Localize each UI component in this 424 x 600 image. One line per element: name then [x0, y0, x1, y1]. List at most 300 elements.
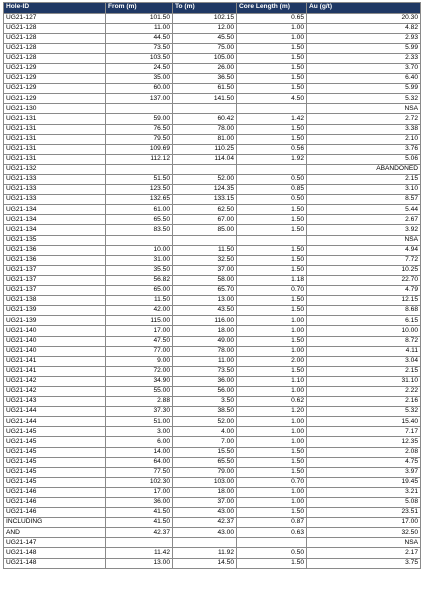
cell-core-length: [237, 235, 307, 245]
cell-hole-id: UG21-137: [4, 275, 106, 285]
cell-to: 110.25: [173, 144, 237, 154]
cell-to: 67.00: [173, 215, 237, 225]
cell-to: 52.00: [173, 175, 237, 185]
cell-core-length: 0.56: [237, 144, 307, 154]
cell-to: 42.37: [173, 518, 237, 528]
cell-core-length: 0.70: [237, 477, 307, 487]
cell-au-grade: 10.25: [307, 265, 421, 275]
cell-hole-id: UG21-139: [4, 316, 106, 326]
table-row: [4, 498, 421, 508]
header-au-grade: Au (g/t): [307, 3, 421, 14]
table-row: [4, 235, 421, 245]
cell-to: 14.50: [173, 558, 237, 568]
cell-to: 124.35: [173, 185, 237, 195]
cell-from: 77.00: [106, 346, 173, 356]
cell-to: 49.00: [173, 336, 237, 346]
cell-au-grade: 8.68: [307, 306, 421, 316]
cell-au-grade: 31.10: [307, 376, 421, 386]
cell-hole-id: UG21-140: [4, 346, 106, 356]
cell-au-grade: 4.79: [307, 286, 421, 296]
cell-from: 59.00: [106, 114, 173, 124]
cell-from: 35.00: [106, 74, 173, 84]
cell-to: [173, 538, 237, 548]
cell-hole-id: UG21-133: [4, 185, 106, 195]
cell-to: 78.00: [173, 346, 237, 356]
cell-au-grade: 4.75: [307, 457, 421, 467]
table-row: [4, 53, 421, 63]
cell-from: 65.00: [106, 286, 173, 296]
cell-core-length: 1.50: [237, 447, 307, 457]
cell-core-length: 1.50: [237, 336, 307, 346]
cell-core-length: 1.50: [237, 366, 307, 376]
cell-hole-id: UG21-136: [4, 245, 106, 255]
cell-au-grade: 2.33: [307, 53, 421, 63]
cell-hole-id: UG21-128: [4, 43, 106, 53]
cell-from: 72.00: [106, 366, 173, 376]
cell-hole-id: UG21-140: [4, 336, 106, 346]
table-row: [4, 275, 421, 285]
cell-au-grade: 15.40: [307, 417, 421, 427]
cell-hole-id: UG21-129: [4, 63, 106, 73]
table-row: [4, 215, 421, 225]
cell-core-length: 1.50: [237, 296, 307, 306]
cell-to: 11.92: [173, 548, 237, 558]
table-row: [4, 84, 421, 94]
cell-to: 61.50: [173, 84, 237, 94]
table-row: [4, 558, 421, 568]
cell-au-grade: 3.70: [307, 63, 421, 73]
cell-from: 34.90: [106, 376, 173, 386]
table-row: [4, 316, 421, 326]
table-row: [4, 376, 421, 386]
cell-hole-id: UG21-128: [4, 23, 106, 33]
cell-core-length: 0.50: [237, 195, 307, 205]
cell-au-grade: NSA: [307, 538, 421, 548]
cell-au-grade: 23.51: [307, 508, 421, 518]
cell-core-length: 1.50: [237, 508, 307, 518]
cell-from: 41.50: [106, 508, 173, 518]
cell-au-grade: 20.30: [307, 13, 421, 23]
cell-core-length: 1.92: [237, 154, 307, 164]
cell-au-grade: 5.99: [307, 84, 421, 94]
table-row: [4, 23, 421, 33]
table-row: [4, 104, 421, 114]
cell-hole-id: UG21-148: [4, 548, 106, 558]
cell-from: 41.50: [106, 518, 173, 528]
cell-hole-id: UG21-146: [4, 498, 106, 508]
cell-from: 11.00: [106, 23, 173, 33]
cell-hole-id: UG21-127: [4, 13, 106, 23]
table-row: [4, 164, 421, 174]
cell-hole-id: UG21-134: [4, 225, 106, 235]
cell-au-grade: 2.15: [307, 175, 421, 185]
cell-hole-id: UG21-145: [4, 437, 106, 447]
cell-from: 77.50: [106, 467, 173, 477]
cell-to: 81.00: [173, 134, 237, 144]
cell-au-grade: 5.44: [307, 205, 421, 215]
table-row: [4, 336, 421, 346]
cell-au-grade: 6.15: [307, 316, 421, 326]
header-core-length: Core Length (m): [237, 3, 307, 14]
cell-au-grade: 17.00: [307, 518, 421, 528]
table-row: [4, 195, 421, 205]
cell-hole-id: UG21-131: [4, 114, 106, 124]
cell-from: 3.00: [106, 427, 173, 437]
cell-core-length: 1.10: [237, 376, 307, 386]
cell-to: 13.00: [173, 296, 237, 306]
cell-core-length: 1.50: [237, 84, 307, 94]
cell-hole-id: UG21-133: [4, 195, 106, 205]
cell-hole-id: UG21-141: [4, 356, 106, 366]
cell-au-grade: 12.35: [307, 437, 421, 447]
cell-hole-id: UG21-145: [4, 447, 106, 457]
table-row: [4, 427, 421, 437]
cell-core-length: 1.00: [237, 417, 307, 427]
table-body: [4, 13, 421, 568]
cell-hole-id: UG21-146: [4, 508, 106, 518]
cell-au-grade: ABANDONED: [307, 164, 421, 174]
table-row: [4, 255, 421, 265]
cell-hole-id: UG21-142: [4, 376, 106, 386]
table-row: [4, 245, 421, 255]
cell-au-grade: 3.92: [307, 225, 421, 235]
cell-au-grade: 2.15: [307, 366, 421, 376]
cell-core-length: 1.18: [237, 275, 307, 285]
cell-from: 13.00: [106, 558, 173, 568]
cell-from: 65.50: [106, 215, 173, 225]
cell-from: 37.30: [106, 407, 173, 417]
cell-to: 105.00: [173, 53, 237, 63]
cell-core-length: 1.50: [237, 457, 307, 467]
cell-core-length: 0.50: [237, 548, 307, 558]
table-row: [4, 437, 421, 447]
cell-hole-id: UG21-143: [4, 397, 106, 407]
cell-au-grade: 19.45: [307, 477, 421, 487]
cell-core-length: 0.87: [237, 518, 307, 528]
cell-to: 73.50: [173, 366, 237, 376]
cell-to: 43.50: [173, 306, 237, 316]
cell-to: 52.00: [173, 417, 237, 427]
cell-to: 114.04: [173, 154, 237, 164]
cell-core-length: 1.50: [237, 63, 307, 73]
cell-from: 11.42: [106, 548, 173, 558]
cell-to: 32.50: [173, 255, 237, 265]
cell-to: 36.50: [173, 74, 237, 84]
cell-to: 12.00: [173, 23, 237, 33]
cell-from: 24.50: [106, 63, 173, 73]
cell-to: 38.50: [173, 407, 237, 417]
cell-hole-id: UG21-131: [4, 134, 106, 144]
drill-results-table: [3, 2, 421, 569]
cell-to: 58.00: [173, 275, 237, 285]
cell-to: 60.42: [173, 114, 237, 124]
cell-core-length: 1.00: [237, 346, 307, 356]
cell-from: 61.00: [106, 205, 173, 215]
table-row: [4, 477, 421, 487]
table-row: [4, 43, 421, 53]
cell-hole-id: UG21-134: [4, 215, 106, 225]
cell-to: 45.50: [173, 33, 237, 43]
cell-from: 42.37: [106, 528, 173, 538]
cell-core-length: 1.50: [237, 134, 307, 144]
cell-au-grade: 3.75: [307, 558, 421, 568]
cell-core-length: 1.00: [237, 316, 307, 326]
header-hole-id: Hole-ID: [4, 3, 106, 14]
cell-au-grade: 2.16: [307, 397, 421, 407]
cell-to: 116.00: [173, 316, 237, 326]
table-row: [4, 366, 421, 376]
cell-au-grade: 2.22: [307, 386, 421, 396]
cell-from: 51.50: [106, 175, 173, 185]
header-to: To (m): [173, 3, 237, 14]
cell-au-grade: 4.82: [307, 23, 421, 33]
cell-core-length: 1.50: [237, 124, 307, 134]
cell-from: 36.00: [106, 498, 173, 508]
cell-to: 15.50: [173, 447, 237, 457]
cell-au-grade: 5.99: [307, 43, 421, 53]
cell-from: 9.00: [106, 356, 173, 366]
cell-hole-id: UG21-140: [4, 326, 106, 336]
cell-hole-id: UG21-131: [4, 124, 106, 134]
cell-from: 51.00: [106, 417, 173, 427]
table-row: [4, 94, 421, 104]
table-row: [4, 356, 421, 366]
cell-from: 17.00: [106, 487, 173, 497]
cell-core-length: 1.00: [237, 498, 307, 508]
cell-to: 11.00: [173, 356, 237, 366]
cell-core-length: 1.50: [237, 205, 307, 215]
cell-to: 18.00: [173, 326, 237, 336]
cell-hole-id: UG21-137: [4, 265, 106, 275]
cell-to: 133.15: [173, 195, 237, 205]
cell-core-length: 0.85: [237, 185, 307, 195]
cell-from: 102.30: [106, 477, 173, 487]
table-row: [4, 548, 421, 558]
cell-from: 17.00: [106, 326, 173, 336]
cell-hole-id: UG21-145: [4, 467, 106, 477]
cell-to: 3.50: [173, 397, 237, 407]
cell-from: 60.00: [106, 84, 173, 94]
cell-hole-id: UG21-129: [4, 94, 106, 104]
cell-core-length: 0.70: [237, 286, 307, 296]
cell-hole-id: UG21-132: [4, 164, 106, 174]
cell-to: 102.15: [173, 13, 237, 23]
table-row: [4, 538, 421, 548]
cell-hole-id: UG21-139: [4, 306, 106, 316]
cell-core-length: 1.00: [237, 427, 307, 437]
cell-au-grade: 2.72: [307, 114, 421, 124]
cell-to: 65.70: [173, 286, 237, 296]
cell-au-grade: 10.00: [307, 326, 421, 336]
cell-to: 43.00: [173, 528, 237, 538]
cell-au-grade: 4.94: [307, 245, 421, 255]
cell-au-grade: 3.04: [307, 356, 421, 366]
cell-core-length: 1.50: [237, 255, 307, 265]
cell-core-length: 0.62: [237, 397, 307, 407]
cell-au-grade: 2.67: [307, 215, 421, 225]
cell-au-grade: 2.17: [307, 548, 421, 558]
cell-au-grade: 3.76: [307, 144, 421, 154]
table-row: [4, 447, 421, 457]
cell-to: 26.00: [173, 63, 237, 73]
table-row: [4, 397, 421, 407]
cell-hole-id: UG21-138: [4, 296, 106, 306]
cell-hole-id: UG21-131: [4, 154, 106, 164]
table-row: [4, 296, 421, 306]
cell-hole-id: UG21-144: [4, 407, 106, 417]
cell-from: 137.00: [106, 94, 173, 104]
cell-core-length: 1.50: [237, 467, 307, 477]
cell-from: 123.50: [106, 185, 173, 195]
cell-core-length: [237, 104, 307, 114]
cell-au-grade: NSA: [307, 104, 421, 114]
table-row: [4, 518, 421, 528]
cell-core-length: [237, 538, 307, 548]
cell-hole-id: UG21-128: [4, 53, 106, 63]
cell-au-grade: 22.70: [307, 275, 421, 285]
cell-au-grade: NSA: [307, 235, 421, 245]
cell-au-grade: 8.72: [307, 336, 421, 346]
cell-core-length: 1.50: [237, 245, 307, 255]
table-row: [4, 407, 421, 417]
table-row: [4, 306, 421, 316]
header-from: From (m): [106, 3, 173, 14]
cell-core-length: 1.50: [237, 215, 307, 225]
cell-au-grade: 3.97: [307, 467, 421, 477]
cell-hole-id: UG21-141: [4, 366, 106, 376]
cell-from: 112.12: [106, 154, 173, 164]
cell-to: 141.50: [173, 94, 237, 104]
table-row: [4, 508, 421, 518]
cell-to: 78.00: [173, 124, 237, 134]
cell-au-grade: 3.10: [307, 185, 421, 195]
cell-to: 65.50: [173, 457, 237, 467]
cell-au-grade: 2.93: [307, 33, 421, 43]
table-row: [4, 144, 421, 154]
cell-from: 73.50: [106, 43, 173, 53]
cell-hole-id: UG21-147: [4, 538, 106, 548]
table-row: [4, 175, 421, 185]
cell-from: 132.65: [106, 195, 173, 205]
cell-from: 76.50: [106, 124, 173, 134]
table-row: [4, 74, 421, 84]
cell-to: 79.00: [173, 467, 237, 477]
cell-from: 56.82: [106, 275, 173, 285]
cell-from: [106, 104, 173, 114]
cell-from: 83.50: [106, 225, 173, 235]
cell-core-length: 1.00: [237, 326, 307, 336]
cell-hole-id: AND: [4, 528, 106, 538]
cell-au-grade: 32.50: [307, 528, 421, 538]
cell-core-length: 1.50: [237, 43, 307, 53]
cell-from: 44.50: [106, 33, 173, 43]
cell-hole-id: UG21-134: [4, 205, 106, 215]
cell-core-length: 1.50: [237, 306, 307, 316]
cell-from: 31.00: [106, 255, 173, 265]
cell-core-length: 1.50: [237, 558, 307, 568]
cell-au-grade: 7.72: [307, 255, 421, 265]
cell-from: 35.50: [106, 265, 173, 275]
cell-core-length: 1.50: [237, 53, 307, 63]
cell-to: 4.00: [173, 427, 237, 437]
cell-hole-id: UG21-142: [4, 386, 106, 396]
table-row: [4, 326, 421, 336]
cell-to: 43.00: [173, 508, 237, 518]
table-row: [4, 346, 421, 356]
table-row: [4, 225, 421, 235]
cell-core-length: 1.00: [237, 437, 307, 447]
cell-from: [106, 235, 173, 245]
cell-core-length: 0.50: [237, 175, 307, 185]
table-row: [4, 286, 421, 296]
cell-to: [173, 235, 237, 245]
cell-core-length: 1.50: [237, 74, 307, 84]
table-row: [4, 265, 421, 275]
cell-core-length: 1.00: [237, 33, 307, 43]
table-row: [4, 124, 421, 134]
cell-to: 103.00: [173, 477, 237, 487]
cell-from: 101.50: [106, 13, 173, 23]
cell-hole-id: UG21-144: [4, 417, 106, 427]
cell-to: 75.00: [173, 43, 237, 53]
cell-from: 42.00: [106, 306, 173, 316]
cell-hole-id: INCLUDING: [4, 518, 106, 528]
cell-from: 11.50: [106, 296, 173, 306]
cell-core-length: 0.63: [237, 528, 307, 538]
cell-to: 18.00: [173, 487, 237, 497]
cell-to: 56.00: [173, 386, 237, 396]
table-row: [4, 63, 421, 73]
cell-hole-id: UG21-129: [4, 84, 106, 94]
cell-from: 47.50: [106, 336, 173, 346]
cell-au-grade: 3.38: [307, 124, 421, 134]
cell-to: [173, 104, 237, 114]
cell-hole-id: UG21-133: [4, 175, 106, 185]
cell-au-grade: 5.32: [307, 94, 421, 104]
cell-to: 37.00: [173, 265, 237, 275]
cell-hole-id: UG21-145: [4, 457, 106, 467]
cell-from: 2.88: [106, 397, 173, 407]
table-row: [4, 33, 421, 43]
cell-core-length: 1.00: [237, 386, 307, 396]
cell-from: [106, 538, 173, 548]
cell-to: 85.00: [173, 225, 237, 235]
cell-au-grade: 5.32: [307, 407, 421, 417]
cell-hole-id: UG21-148: [4, 558, 106, 568]
table-row: [4, 386, 421, 396]
cell-from: 14.00: [106, 447, 173, 457]
cell-from: 10.00: [106, 245, 173, 255]
cell-from: 6.00: [106, 437, 173, 447]
cell-au-grade: 5.06: [307, 154, 421, 164]
cell-au-grade: 8.57: [307, 195, 421, 205]
table-row: [4, 154, 421, 164]
cell-from: 64.00: [106, 457, 173, 467]
table-row: [4, 528, 421, 538]
cell-core-length: 1.20: [237, 407, 307, 417]
cell-core-length: 4.50: [237, 94, 307, 104]
table-header-row: [4, 3, 421, 14]
table-row: [4, 134, 421, 144]
table-row: [4, 205, 421, 215]
cell-au-grade: 4.11: [307, 346, 421, 356]
cell-core-length: 0.65: [237, 13, 307, 23]
cell-hole-id: UG21-135: [4, 235, 106, 245]
cell-au-grade: 5.08: [307, 498, 421, 508]
table-row: [4, 114, 421, 124]
table-row: [4, 457, 421, 467]
cell-au-grade: 2.10: [307, 134, 421, 144]
